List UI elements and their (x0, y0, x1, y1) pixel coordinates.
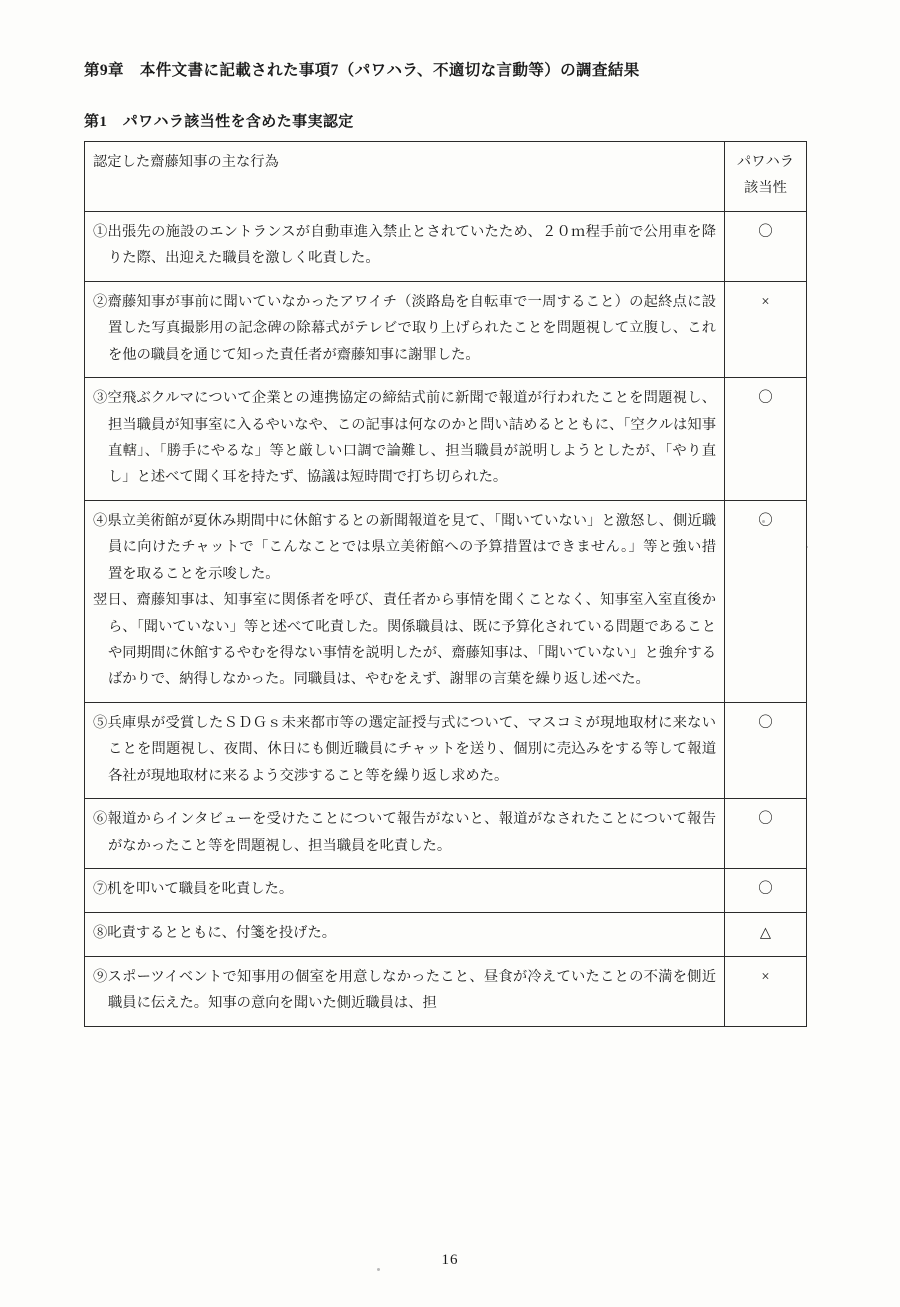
action-text: ⑥報道からインタビューを受けたことについて報告がないと、報道がなされたことについて報告がなかったこと等を問題視し、担当職員を叱責した。 (93, 811, 716, 854)
table-row (85, 378, 807, 501)
table-row (85, 956, 807, 1026)
action-text: ①出張先の施設のエントランスが自動車進入禁止とされていたため、２０ｍ程手前で公用車を降りた際、出迎えた職員を激しく叱責した。 (93, 223, 716, 267)
action-cell (85, 799, 725, 869)
action-cell (85, 281, 725, 377)
column-header-judgement-line1: パワハラ (736, 154, 795, 170)
judgement-cell: × (725, 281, 807, 377)
table-row (85, 799, 807, 869)
action-cell (85, 378, 725, 501)
action-text: ④県立美術館が夏休み期間中に休館するとの新聞報道を見て、「聞いていない」と激怒し、側近職員に向けたチャットで「こんなことでは県立美術館への予算措置はできません。」等と強い措置を取ることを示唆した。 (93, 512, 716, 582)
action-cell (85, 500, 725, 702)
page-number: 16 (441, 1252, 459, 1268)
action-text: ⑧叱責するとともに、付箋を投げた。 (93, 924, 337, 941)
column-header-action: 認定した齋藤知事の主な行為 (85, 142, 725, 212)
findings-table (84, 141, 807, 1027)
judgement-cell: 〇 (725, 378, 807, 501)
judgement-cell: 〇 (725, 702, 807, 798)
action-text: ③空飛ぶクルマについて企業との連携協定の締結式前に新聞で報道が行われたことを問題視し、担当職員が知事室に入るやいなや、この記事は何なのかと問い詰めるとともに、「空クルは知事直轄」、「勝手にやるな」等と厳しい口調で論難し、担当職員が説明しようとしたが、「やり直し」と述べて聞く耳を持たず、協議は短時間で打ち切られた。 (93, 390, 716, 486)
chapter-title: 第9章 本件文書に記載された事項7（パワハラ、不適切な言動等）の調査結果 (84, 62, 640, 79)
column-header-judgement (725, 142, 807, 212)
action-text-continued: 翌日、齋藤知事は、知事室に関係者を呼び、責任者から事情を聞くことなく、知事室入室直後から、「聞いていない」等と述べて叱責した。関係職員は、既に予算化されている問題であることや同期間に休館するやむを得ない事情を説明したが、齋藤知事は、「聞いていない」と強弁するばかりで、納得しなかった。同職員は、やむをえず、謝罪の言葉を繰り返し述べた。 (93, 592, 716, 688)
action-text: ⑨スポーツイベントで知事用の個室を用意しなかったこと、昼食が冷えていたことの不満を側近職員に伝えた。知事の意向を聞いた側近職員は、担 (93, 968, 716, 1012)
judgement-cell: 〇 (725, 211, 807, 281)
judgement-cell: 〇 (725, 799, 807, 869)
table-row (85, 912, 807, 956)
action-cell (85, 211, 725, 281)
judgement-cell: 〇 (725, 500, 807, 702)
column-header-judgement-line2: 該当性 (744, 180, 787, 197)
document-content (84, 58, 824, 1027)
table-header-row (85, 142, 807, 212)
action-cell (85, 956, 725, 1026)
judgement-cell: △ (725, 912, 807, 956)
action-cell (85, 869, 725, 913)
table-row (85, 281, 807, 377)
table-row (85, 211, 807, 281)
action-cell (85, 912, 725, 956)
table-row (85, 500, 807, 702)
action-cell (85, 702, 725, 798)
action-text: ②齋藤知事が事前に聞いていなかったアワイチ（淡路島を自転車で一周すること）の起終点に設置した写真撮影用の記念碑の除幕式がテレビで取り上げられたことを問題視して立腹し、これを他の職員を通じて知った責任者が齋藤知事に謝罪した。 (93, 293, 716, 363)
action-text: ⑦机を叩いて職員を叱責した。 (93, 881, 294, 898)
action-text: ⑤兵庫県が受賞したＳＤＧｓ未来都市等の選定証授与式について、マスコミが現地取材に来ないことを問題視し、夜間、休日にも側近職員にチャットを送り、個別に売込みをする等して報道各社が現地取材に来るよう交渉すること等を繰り返し求めた。 (93, 714, 716, 784)
judgement-cell: 〇 (725, 869, 807, 913)
table-row (85, 702, 807, 798)
judgement-cell: × (725, 956, 807, 1026)
table-row (85, 869, 807, 913)
section-title: 第1 パワハラ該当性を含めた事実認定 (84, 114, 354, 130)
